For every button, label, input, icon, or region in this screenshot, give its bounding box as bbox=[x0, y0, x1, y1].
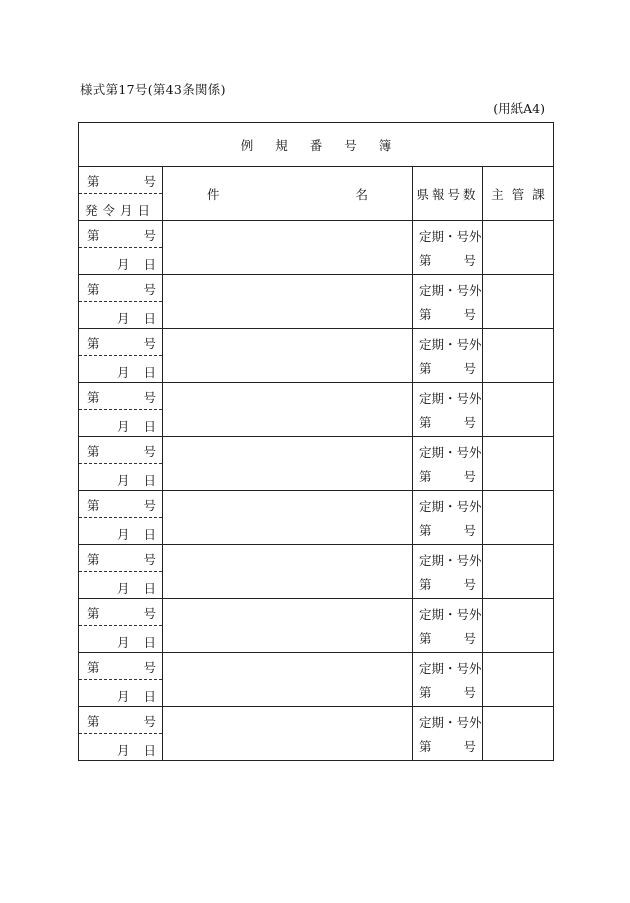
subject-label-left: 件 bbox=[207, 187, 220, 202]
gazette-cell[interactable] bbox=[413, 329, 483, 383]
table-title: 例規番号簿 bbox=[79, 123, 554, 167]
promulgation-date-label: 発令月日 bbox=[85, 203, 156, 218]
register-row bbox=[79, 653, 554, 707]
gazette-type-label: 定期・号外 bbox=[419, 553, 482, 568]
subject-cell[interactable] bbox=[163, 653, 413, 707]
gazette-cell[interactable] bbox=[413, 383, 483, 437]
gazette-go-label: 号 bbox=[463, 307, 476, 322]
number-date-cell[interactable] bbox=[79, 383, 163, 437]
row-no-label: 第 bbox=[87, 228, 100, 243]
gazette-type-label: 定期・号外 bbox=[419, 607, 482, 622]
number-date-cell[interactable] bbox=[79, 653, 163, 707]
subject-cell[interactable] bbox=[163, 329, 413, 383]
register-row bbox=[79, 221, 554, 275]
gazette-type-label: 定期・号外 bbox=[419, 445, 482, 460]
row-no-label: 第 bbox=[87, 714, 100, 729]
row-go-label: 号 bbox=[143, 336, 156, 351]
department-cell[interactable] bbox=[483, 599, 554, 653]
number-date-cell[interactable] bbox=[79, 329, 163, 383]
number-header-cell bbox=[79, 167, 163, 221]
row-no-label: 第 bbox=[87, 444, 100, 459]
subject-label-right: 名 bbox=[355, 187, 368, 202]
gazette-no-label: 第 bbox=[419, 685, 432, 700]
department-header: 主管課 bbox=[483, 167, 554, 221]
register-row bbox=[79, 491, 554, 545]
department-cell[interactable] bbox=[483, 275, 554, 329]
title-row bbox=[79, 123, 554, 167]
row-day-label: 日 bbox=[143, 257, 156, 272]
gazette-cell[interactable] bbox=[413, 545, 483, 599]
subject-cell[interactable] bbox=[163, 221, 413, 275]
row-day-label: 日 bbox=[143, 311, 156, 326]
header-row bbox=[79, 167, 554, 221]
gazette-go-label: 号 bbox=[463, 469, 476, 484]
gazette-cell[interactable] bbox=[413, 437, 483, 491]
gazette-no-label: 第 bbox=[419, 577, 432, 592]
department-cell[interactable] bbox=[483, 653, 554, 707]
row-go-label: 号 bbox=[143, 552, 156, 567]
gazette-cell[interactable] bbox=[413, 221, 483, 275]
row-month-label: 月 bbox=[117, 581, 130, 596]
number-date-cell[interactable] bbox=[79, 491, 163, 545]
row-month-label: 月 bbox=[117, 527, 130, 542]
department-cell[interactable] bbox=[483, 437, 554, 491]
row-day-label: 日 bbox=[143, 635, 156, 650]
row-no-label: 第 bbox=[87, 390, 100, 405]
row-go-label: 号 bbox=[143, 606, 156, 621]
subject-cell[interactable] bbox=[163, 707, 413, 761]
gazette-go-label: 号 bbox=[463, 415, 476, 430]
register-row bbox=[79, 707, 554, 761]
row-month-label: 月 bbox=[117, 419, 130, 434]
gazette-go-label: 号 bbox=[463, 631, 476, 646]
row-month-label: 月 bbox=[117, 473, 130, 488]
gazette-no-label: 第 bbox=[419, 307, 432, 322]
row-no-label: 第 bbox=[87, 660, 100, 675]
row-month-label: 月 bbox=[117, 311, 130, 326]
gazette-go-label: 号 bbox=[463, 361, 476, 376]
register-row bbox=[79, 437, 554, 491]
department-cell[interactable] bbox=[483, 545, 554, 599]
gazette-type-label: 定期・号外 bbox=[419, 229, 482, 244]
register-row bbox=[79, 545, 554, 599]
number-date-cell[interactable] bbox=[79, 221, 163, 275]
row-day-label: 日 bbox=[143, 743, 156, 758]
gazette-type-label: 定期・号外 bbox=[419, 715, 482, 730]
row-no-label: 第 bbox=[87, 282, 100, 297]
gazette-no-label: 第 bbox=[419, 253, 432, 268]
row-go-label: 号 bbox=[143, 498, 156, 513]
department-cell[interactable] bbox=[483, 329, 554, 383]
department-cell[interactable] bbox=[483, 383, 554, 437]
row-no-label: 第 bbox=[87, 552, 100, 567]
number-date-cell[interactable] bbox=[79, 275, 163, 329]
number-date-cell[interactable] bbox=[79, 599, 163, 653]
row-go-label: 号 bbox=[143, 660, 156, 675]
register-row bbox=[79, 329, 554, 383]
row-day-label: 日 bbox=[143, 419, 156, 434]
register-row bbox=[79, 383, 554, 437]
department-cell[interactable] bbox=[483, 221, 554, 275]
number-date-cell[interactable] bbox=[79, 545, 163, 599]
subject-cell[interactable] bbox=[163, 599, 413, 653]
subject-cell[interactable] bbox=[163, 383, 413, 437]
gazette-no-label: 第 bbox=[419, 739, 432, 754]
row-day-label: 日 bbox=[143, 689, 156, 704]
number-go-label: 号 bbox=[143, 174, 156, 189]
form-title: 様式第17号(第43条関係) bbox=[80, 82, 226, 97]
subject-cell[interactable] bbox=[163, 545, 413, 599]
gazette-cell[interactable] bbox=[413, 707, 483, 761]
gazette-type-label: 定期・号外 bbox=[419, 499, 482, 514]
register-row bbox=[79, 275, 554, 329]
row-go-label: 号 bbox=[143, 714, 156, 729]
ordinance-register-table bbox=[78, 122, 554, 761]
row-month-label: 月 bbox=[117, 257, 130, 272]
gazette-cell[interactable] bbox=[413, 491, 483, 545]
row-month-label: 月 bbox=[117, 635, 130, 650]
number-no-label: 第 bbox=[87, 174, 100, 189]
gazette-no-label: 第 bbox=[419, 415, 432, 430]
subject-cell[interactable] bbox=[163, 275, 413, 329]
department-cell[interactable] bbox=[483, 707, 554, 761]
row-go-label: 号 bbox=[143, 282, 156, 297]
gazette-go-label: 号 bbox=[463, 253, 476, 268]
row-no-label: 第 bbox=[87, 336, 100, 351]
row-day-label: 日 bbox=[143, 473, 156, 488]
row-go-label: 号 bbox=[143, 444, 156, 459]
gazette-type-label: 定期・号外 bbox=[419, 337, 482, 352]
gazette-type-label: 定期・号外 bbox=[419, 391, 482, 406]
gazette-cell[interactable] bbox=[413, 599, 483, 653]
number-date-cell[interactable] bbox=[79, 437, 163, 491]
paper-size-label: (用紙A4) bbox=[493, 101, 545, 116]
row-no-label: 第 bbox=[87, 606, 100, 621]
gazette-type-label: 定期・号外 bbox=[419, 661, 482, 676]
gazette-go-label: 号 bbox=[463, 685, 476, 700]
gazette-type-label: 定期・号外 bbox=[419, 283, 482, 298]
row-no-label: 第 bbox=[87, 498, 100, 513]
gazette-go-label: 号 bbox=[463, 739, 476, 754]
gazette-go-label: 号 bbox=[463, 523, 476, 538]
row-month-label: 月 bbox=[117, 689, 130, 704]
gazette-no-label: 第 bbox=[419, 631, 432, 646]
department-cell[interactable] bbox=[483, 491, 554, 545]
row-go-label: 号 bbox=[143, 390, 156, 405]
subject-cell[interactable] bbox=[163, 491, 413, 545]
row-month-label: 月 bbox=[117, 365, 130, 380]
number-date-cell[interactable] bbox=[79, 707, 163, 761]
gazette-number-header: 県報号数 bbox=[413, 167, 483, 221]
gazette-no-label: 第 bbox=[419, 523, 432, 538]
row-month-label: 月 bbox=[117, 743, 130, 758]
row-day-label: 日 bbox=[143, 365, 156, 380]
row-day-label: 日 bbox=[143, 581, 156, 596]
gazette-no-label: 第 bbox=[419, 361, 432, 376]
gazette-cell[interactable] bbox=[413, 275, 483, 329]
gazette-go-label: 号 bbox=[463, 577, 476, 592]
subject-header-cell bbox=[163, 167, 413, 221]
register-row bbox=[79, 599, 554, 653]
gazette-cell[interactable] bbox=[413, 653, 483, 707]
gazette-no-label: 第 bbox=[419, 469, 432, 484]
row-go-label: 号 bbox=[143, 228, 156, 243]
row-day-label: 日 bbox=[143, 527, 156, 542]
subject-cell[interactable] bbox=[163, 437, 413, 491]
